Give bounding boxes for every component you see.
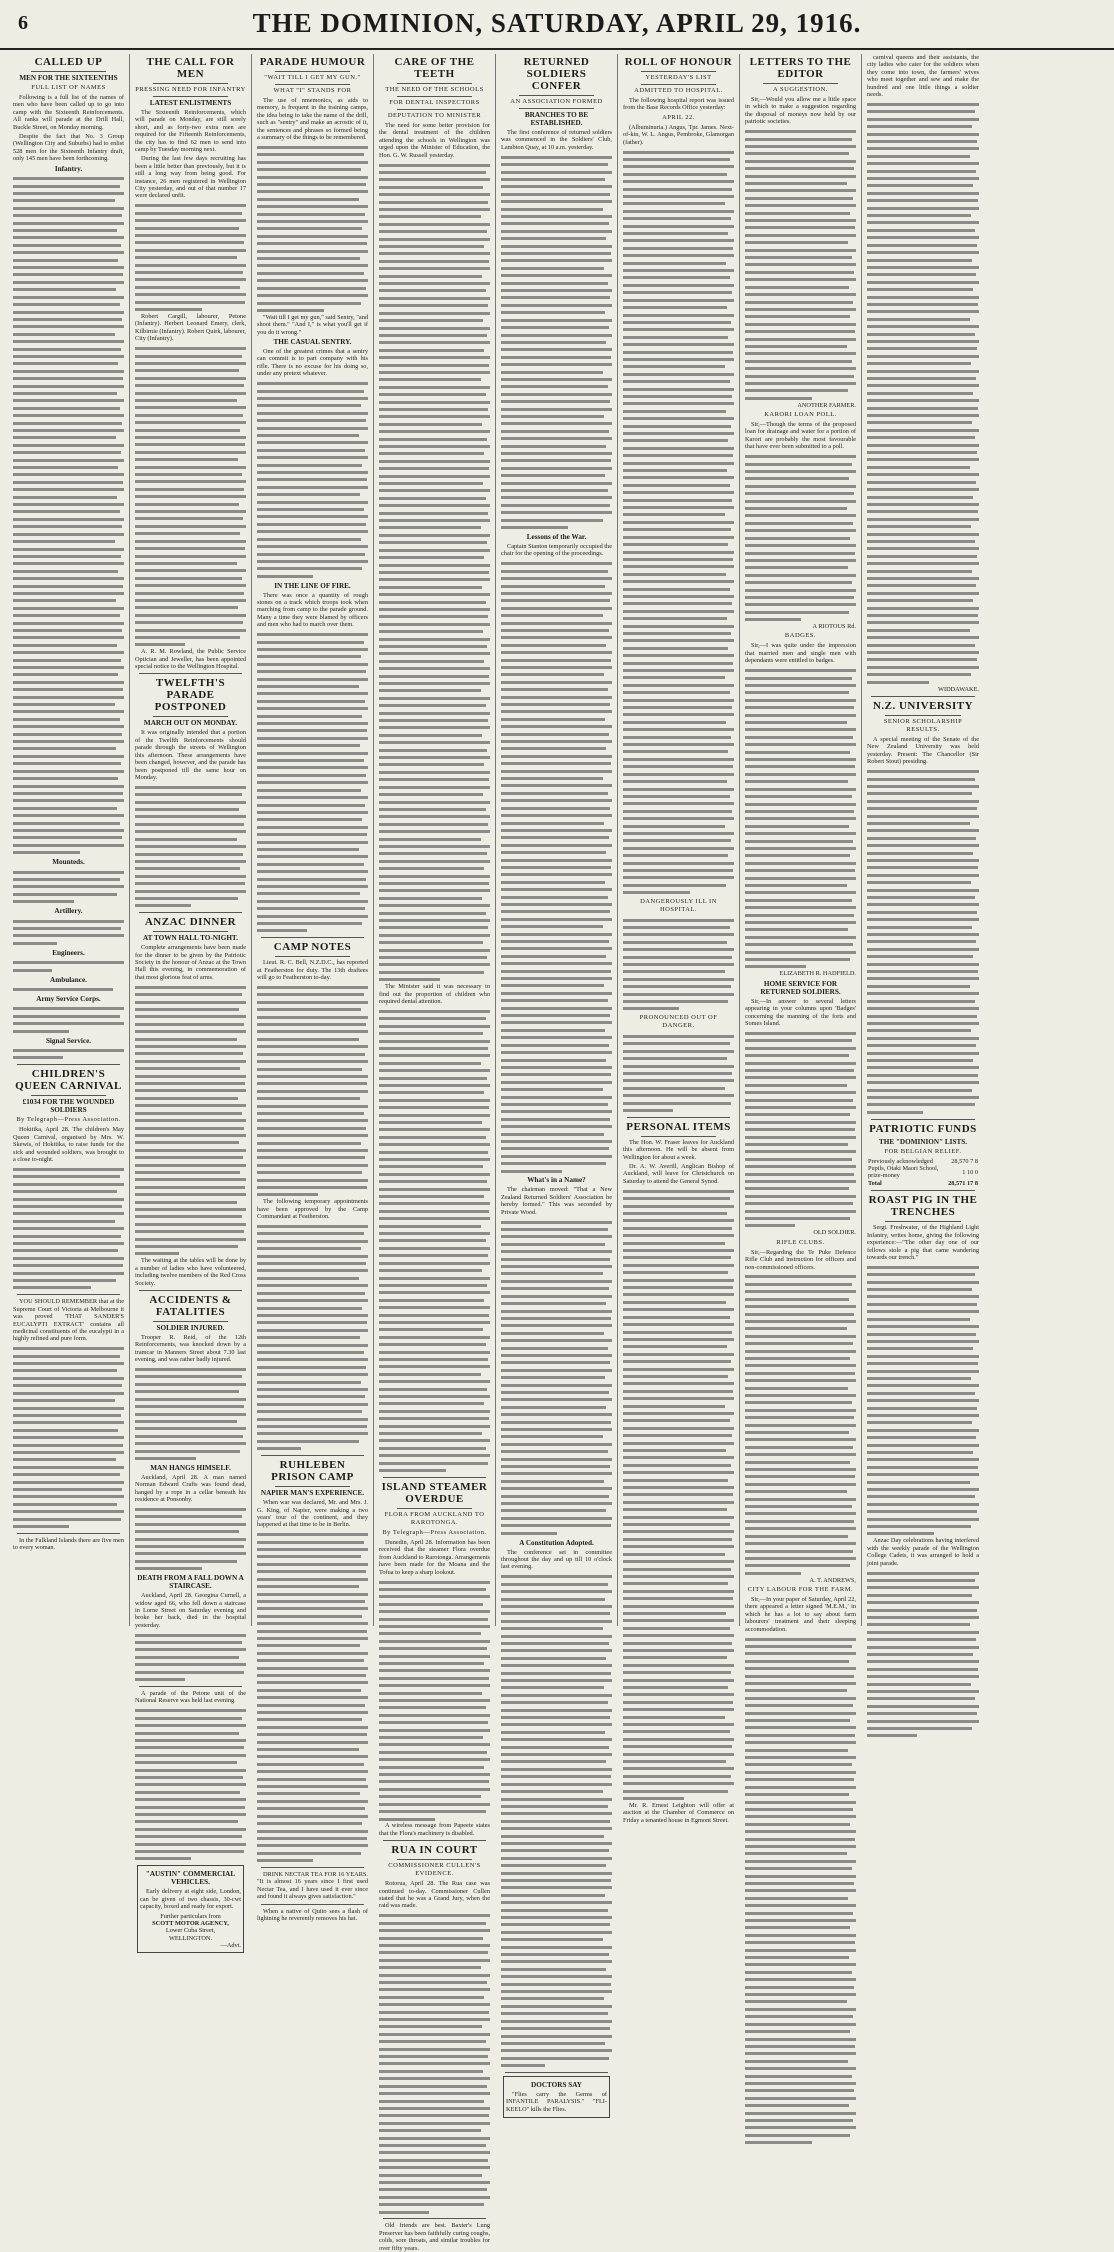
article-subheading: HOME SERVICE FOR RETURNED SOLDIERS. <box>760 979 841 996</box>
article-headline: LETTERS TO THE EDITOR <box>749 56 852 80</box>
article-subheading: FLORA FROM AUCKLAND TO RAROTONGA. <box>384 1510 485 1526</box>
ad-mark: —Advt. <box>220 1942 241 1950</box>
article-paragraph: Captain Stanton temporarily occupied the chair for the opening of the proceedings. <box>501 542 612 558</box>
article-subheading: AN ASSOCIATION FORMED <box>510 98 603 105</box>
article-subheading: RIFLE CLUBS. <box>776 1238 825 1246</box>
advertisement: DRINK NECTAR TEA FOR 16 YEARS. "It is almost 16 years since I first used Nectar Tea, and I have used it ever since and found it always gives satisfaction." <box>257 1871 368 1901</box>
article-paragraph: When a native of Quito sees a flash of lightning he reverently removes his hat. <box>257 1907 368 1923</box>
column-6 <box>618 54 740 1824</box>
column-4 <box>374 54 496 2252</box>
article-subheading: THE NEED OF THE SCHOOLS <box>385 86 484 93</box>
section-heading: Engineers. <box>52 948 85 957</box>
letter-paragraph: Sir,—I was quite under the impression that married men and single men with dependants were entitled to badges. <box>745 642 856 665</box>
letter-paragraph: Sir,—Though the terms of the proposed loan for drainage and water for a portion of Karori are probably the most favourable that have ever been submitted to a poll. <box>745 421 856 451</box>
letter-paragraph: Sir,—In answer to several letters appearing in your columns upon 'Badges' concerning the manning of the forts and Somes Island. <box>745 997 856 1027</box>
article-headline: CHILDREN'S QUEEN CARNIVAL <box>15 1068 122 1093</box>
article-subheading: MARCH OUT ON MONDAY. <box>143 719 238 728</box>
ad-text: Early delivery at eight side, London, can be given of two chassis, 30-cwt capacity, boxed and ready for export. <box>140 1888 241 1911</box>
ad-line: WELLINGTON. <box>168 1934 213 1942</box>
section-heading: Mounteds. <box>52 858 85 867</box>
article-subheading: Lessons of the War. <box>526 532 587 541</box>
article-subheading: FOR DENTAL INSPECTORS <box>389 99 480 106</box>
article-paragraph: It was originally intended that a portion of the Twelfth Reinforcements should parade through the streets of Wellington this afternoon. These arrangements have been changed, however, and the parade has been postponed till the same hour on Monday. <box>135 729 246 781</box>
article-subheading: YESTERDAY'S LIST <box>645 74 712 81</box>
article-paragraph: In the Falkland Islands there are five men to every woman. <box>13 1536 124 1552</box>
article-paragraph: Robert Cargill, labourer, Petone (Infantry). Herbert Leonard Emery, clerk, Kilbirnie (Infantry). Robert Quirk, labourer, City (Infantry). <box>135 312 246 343</box>
article-paragraph: Auckland, April 28. A man named Norman Edward Crafts was found dead, hanged by a rope in a cellar beneath his residence at Ponsonby. <box>135 1473 246 1504</box>
letter-signature: WIDDAWAKE. <box>938 685 979 693</box>
article-paragraph: The Minister said it was necessary to find out the proportion of children who required dental attention. <box>379 983 490 1005</box>
article-paragraph: The chairman moved: "That a New Zealand Returned Soldiers' Association be hereby formed." This was seconded by Private Wood. <box>501 1186 612 1216</box>
section-heading: Signal Service. <box>45 1036 92 1045</box>
letter-paragraph: Sir,—In your paper of Saturday, April 22, there appeared a letter signed 'M.E.M.,' in which he has a lot to say about farm labourers' treatment and their sleeping accommodation. <box>745 1596 856 1633</box>
section-heading: Artillery. <box>54 907 83 916</box>
article-paragraph: A parade of the Petone unit of the National Reserve was held last evening. <box>135 1689 246 1705</box>
article-paragraph: Following is a full list of the names of men who have been called up to go into camp with the Sixteenth Reinforcements. All ranks will parade at the Drill Hall, Buckle Street, on Monday morning. <box>13 94 124 131</box>
article-subheading: DANGEROUSLY ILL IN HOSPITAL. <box>640 898 717 914</box>
fund-label: Pupils, Otaki Maori School, prize-money <box>868 1165 939 1180</box>
article-paragraph: (Albuminuria.) Angus, Tpr. James. Next-of-kin, W. L. Angus, Pembroke, Glamorgan (father). <box>623 123 734 146</box>
article-subheading: DEPUTATION TO MINISTER <box>387 112 482 119</box>
article-paragraph: Dr. A. W. Averill, Anglican Bishop of Auckland, will leave for Christchurch on Saturday to attend the General Synod. <box>623 1163 734 1185</box>
fund-label: Previously acknowledged <box>868 1157 933 1165</box>
letter-paragraph: Sir,—Regarding the Te Puke Defence Rifle Club and instruction for officers and non-commissioned officers. <box>745 1248 856 1271</box>
article-paragraph: Complete arrangements have been made for the dinner to be given by the Patriotic Society in the honour of Anzac at the Town Hall this evening, in commemoration of that most glorious feat of arms. <box>135 944 246 981</box>
article-paragraph: Auckland, April 28. Georgina Curnell, a widow aged 66, who fell down a staircase in Lorne Street on Saturday evening and broke her back, died in the hospital yesterday. <box>135 1592 246 1629</box>
article-paragraph: Trooper R. Reid, of the 12th Reinforcements, was knocked down by a tramcar in Manners Street about 7.30 last evening, and was rather badly injured. <box>135 1333 246 1364</box>
fund-amount: 1 10 0 <box>962 1168 978 1176</box>
article-headline: N.Z. UNIVERSITY <box>872 699 974 712</box>
article-paragraph: The Sixteenth Reinforcements, which will parade on Monday, are still sorely short, and as forty-two extra men are required for the Fifteenth Reinforcements, the city has to find 62 men to send into camp by Tuesday morning next. <box>135 109 246 154</box>
column-8 <box>862 54 984 1626</box>
article-subheading: PRONOUNCED OUT OF DANGER. <box>639 1014 718 1030</box>
article-subheading: FULL LIST OF NAMES <box>31 84 106 91</box>
article-subheading: BADGES. <box>784 632 817 640</box>
fund-amount: 28,570 7 8 <box>951 1157 978 1165</box>
masthead <box>0 4 1114 50</box>
article-paragraph: There was once a quantity of rough stones on a track which troops took when marching from camp to the parade ground. Many a time they were blamed by officers and men who had to march over them. <box>257 591 368 629</box>
article-subheading: MAN HANGS HIMSELF. <box>150 1463 231 1472</box>
ad-title: "AUSTIN" COMMERCIAL VEHICLES. <box>145 1870 236 1887</box>
article-headline: CARE OF THE TEETH <box>394 56 475 80</box>
article-paragraph: Rotorua, April 28. The Rua case was continued to-day. Commissioner Cullen stated that he was a Grand Jury, when the raid was made. <box>379 1880 490 1910</box>
article-paragraph: The following hospital report was issued from the Base Records Office yesterday: <box>623 97 734 112</box>
advertisement <box>137 1865 244 1952</box>
article-paragraph: One of the greatest crimes that a sentry can commit is to part company with his rifle. There is no excuse for his doing so, under any pretext whatever. <box>257 348 368 378</box>
article-headline: RETURNED SOLDIERS CONFER <box>523 56 590 92</box>
article-headline: ROLL OF HONOUR <box>624 56 733 68</box>
article-headline: PERSONAL ITEMS <box>626 1120 731 1133</box>
letter-paragraph: Sir,—Would you allow me a little space in which to make a suggestion regarding the disposal of moneys now held by our patriotic societies. <box>745 96 856 126</box>
article-paragraph: The waiting at the tables will be done by a number of ladies who have volunteered, including twelve members of the Red Cross Society. <box>135 1257 246 1287</box>
article-subheading: "WAIT TILL I GET MY GUN." <box>264 74 361 81</box>
article-paragraph: The first conference of returned soldiers was commenced in the Soldiers' Club, Lambton Quay, at 10 a.m. yesterday. <box>501 129 612 151</box>
ad-title: DOCTORS SAY <box>531 2081 582 2089</box>
article-paragraph: Lieut. R. C. Bell, N.Z.D.C., has reported at Featherston for duty. The 13th draftees will go to Featherston to-day. <box>257 959 368 982</box>
article-headline: THE CALL FOR MEN <box>146 56 235 80</box>
article-headline: CALLED UP <box>34 56 103 68</box>
article-subheading: What's in a Name? <box>527 1176 586 1185</box>
article-subheading: DEATH FROM A FALL DOWN A STAIRCASE. <box>137 1574 244 1591</box>
article-subheading: £1034 FOR THE WOUNDED SOLDIERS <box>22 1098 115 1115</box>
article-paragraph: The need for some better provision for the dental treatment of the children attending the schools in Wellington was urged upon the Minister of Education, the Hon. G. W. Russell yesterday. <box>379 122 490 159</box>
column-5 <box>496 54 618 2113</box>
fund-amount: 28,571 17 8 <box>948 1179 978 1187</box>
article-headline: PARADE HUMOUR <box>259 56 366 68</box>
letter-signature: ANOTHER FARMER. <box>797 401 856 409</box>
column-7 <box>740 54 862 1633</box>
article-headline: TWELFTH'S PARADE POSTPONED <box>154 677 227 714</box>
article-headline: ISLAND STEAMER OVERDUE <box>381 1480 488 1505</box>
column-3 <box>252 54 374 1923</box>
article-paragraph: "Wait till I get my gun," said Sentry, "and shoot them." "And I," is what you'll get if you do it wrong." <box>257 313 368 336</box>
article-subheading: A Constitution Adopted. <box>519 1538 594 1547</box>
article-headline: ANZAC DINNER <box>144 916 237 929</box>
column-1 <box>8 54 130 1626</box>
article-subheading: KARORI LOAN POLL. <box>764 411 837 419</box>
article-paragraph: A. R. M. Rowland, the Public Service Optician and Jeweller, has been appointed special notice to the Wellington Hospital. <box>135 648 246 671</box>
article-subheading: SENIOR SCHOLARSHIP RESULTS. <box>883 717 963 733</box>
article-paragraph: When war was declared, Mr. and Mrs. J. G. King, of Napier, were making a two years' tour of the continent, and they happened at that time to be in Berlin. <box>257 1499 368 1529</box>
article-paragraph: The conference set in committee throughout the day and up till 10 o'clock last evening. <box>501 1548 612 1571</box>
article-headline: RUA IN COURT <box>391 1844 478 1857</box>
article-subheading: BRANCHES TO BE ESTABLISHED. <box>524 111 589 127</box>
letter-signature: A. T. ANDREWS, <box>809 1576 856 1584</box>
article-subheading: PRESSING NEED FOR INFANTRY <box>135 86 246 93</box>
article-paragraph: A special meeting of the Senate of the New Zealand University was held yesterday. Present: The Chancellor (Sir Robert Stout) presiding. <box>867 735 979 766</box>
article-subheading: AT TOWN HALL TO-NIGHT. <box>143 934 238 943</box>
ad-line: SCOTT MOTOR AGENCY, <box>152 1919 229 1927</box>
article-subheading: IN THE LINE OF FIRE. <box>274 581 351 590</box>
fund-label: Total <box>868 1179 882 1187</box>
byline: By Telegraph—Press Association. <box>382 1528 487 1536</box>
article-subheading: MEN FOR THE SIXTEENTHS <box>19 74 118 82</box>
article-paragraph: The Hon. W. Fraser leaves for Auckland this afternoon. He will be absent from Wellington for about a week. <box>623 1138 734 1161</box>
article-subheading: COMMISSIONER CULLEN'S EVIDENCE. <box>388 1862 481 1878</box>
article-paragraph: The use of nmemonics, as aids to memory, is frequent in the training camps, the idea being to take the name of the drill, such as "sentry" and make an acrostic of it, the sentences and phrases so formed being a summary of the things to be remembered. <box>257 97 368 142</box>
letter-signature: OLD SOLDIER. <box>813 1229 856 1237</box>
article-paragraph: During the last few days recruiting has been a little better than previously, but it is still a long way from being good. For instance, 26 men registered in Wellington City yesterday, and out of that number 17 were declared unfit. <box>135 155 246 200</box>
fund-table <box>867 1158 979 1188</box>
article-subheading: SOLDIER INJURED. <box>156 1323 225 1332</box>
article-paragraph: Despite the fact that No. 3 Group (Wellington City and Suburbs) had to enlist 528 men for the Sixteenth Infantry draft, only 145 men have been forthcoming. <box>13 133 124 163</box>
article-headline: PATRIOTIC FUNDS <box>869 1122 977 1135</box>
article-headline: ACCIDENTS & FATALITIES <box>149 1293 232 1318</box>
article-paragraph: Mr. R. Ernest Leighton will offer at auction at the Chamber of Commerce on Friday a tenanted house in Egmont Street. <box>623 1801 734 1824</box>
article-subheading: NAPIER MAN'S EXPERIENCE. <box>260 1489 365 1498</box>
article-subheading: A SUGGESTION. <box>773 86 828 93</box>
article-headline: ROAST PIG IN THE TRENCHES <box>868 1194 978 1219</box>
article-subheading: FOR BELGIAN RELIEF. <box>884 1147 962 1155</box>
section-heading: Ambulance. <box>50 975 87 984</box>
section-heading: Army Service Corps. <box>36 994 101 1003</box>
page-number: 6 <box>18 12 28 34</box>
article-paragraph: Dunedin, April 28. Information has been received that the steamer Flora overdue from Auckland to Rarotonga. Arrangements have been made for the Moana and the Tofua to keep a sharp lookout. <box>379 1538 490 1576</box>
article-headline: CAMP NOTES <box>273 941 352 954</box>
letter-signature: A RIOTOUS Rd. <box>812 623 856 631</box>
fund-row <box>867 1158 979 1165</box>
article-subheading: WHAT "I" STANDS FOR <box>273 87 352 94</box>
article-headline: RUHLEBEN PRISON CAMP <box>271 1459 354 1484</box>
letter-paragraph: carnival queens and their assistants, the city ladies who cater for the soldiers when they come into town, the farmers' wives who meet together and sew and make the hundred and one little things a soldier needs. <box>867 54 979 99</box>
advertisement: Old friends are best. Baxter's Lung Preserver has been faithfully curing coughs, colds, sore throats, and similar troubles for over fifty years. <box>379 2222 490 2252</box>
article-paragraph: Sergt. Freshwater, of the Highland Light Infantry, writes home, giving the following experience:—"The other day one of our fellows stole a pig that came wandering towards our trench." <box>867 1224 979 1261</box>
article-paragraph: Anzac Day celebrations having interfered with the weekly parade of the Wellington College Cadets, it was arranged to hold a joint parade. <box>867 1537 979 1567</box>
ad-line: Further particulars from <box>160 1912 221 1920</box>
advertisement: YOU SHOULD REMEMBER that at the Supreme Court of Victoria at Melbourne it was proved 'THAT SANDER'S EUCALYPTI EXTRACT' contains all medicinal constituents of the eucalypti in a highly refined and pure form. <box>13 1298 124 1343</box>
ad-text: "Flies carry the Germs of INFANTILE PARALYSIS." "FLI-KEELO" kills the Flies. <box>506 2091 607 2113</box>
article-subheading: LATEST ENLISTMENTS <box>149 99 232 107</box>
letter-signature: ELIZABETH R. HADFIELD. <box>779 970 856 978</box>
ad-line: Lower Cuba Street, <box>165 1927 216 1935</box>
name-list <box>13 175 124 856</box>
article-subheading: THE "DOMINION" LISTS. <box>878 1137 968 1146</box>
article-paragraph: The following temporary appointments have been approved by the Camp Commandant at Featherston. <box>257 1198 368 1221</box>
column-2 <box>130 54 252 1950</box>
article-subheading: ADMITTED TO HOSPITAL. <box>634 87 723 94</box>
article-subheading: APRIL 22. <box>662 113 695 121</box>
advertisement <box>503 2076 610 2118</box>
fund-row <box>867 1165 979 1180</box>
newspaper-title: THE DOMINION, SATURDAY, APRIL 29, 1916. <box>252 8 862 38</box>
article-paragraph: Hokitika, April 28. The children's May Queen Carnival, organised by Mrs. W. Skewis, of Hokitika, to raise funds for the sick and wounded soldiers, was brought to a close to-night. <box>13 1126 124 1163</box>
columns <box>8 54 1108 2252</box>
fund-row <box>867 1180 979 1187</box>
article-subheading: CITY LABOUR FOR THE FARM. <box>747 1586 854 1593</box>
byline: By Telegraph—Press Association. <box>16 1116 121 1124</box>
article-paragraph: A wireless message from Papeete states that the Flora's machinery is disabled. <box>379 1822 490 1837</box>
article-subheading: THE CASUAL SENTRY. <box>273 338 352 346</box>
section-heading: Infantry. <box>54 164 83 173</box>
